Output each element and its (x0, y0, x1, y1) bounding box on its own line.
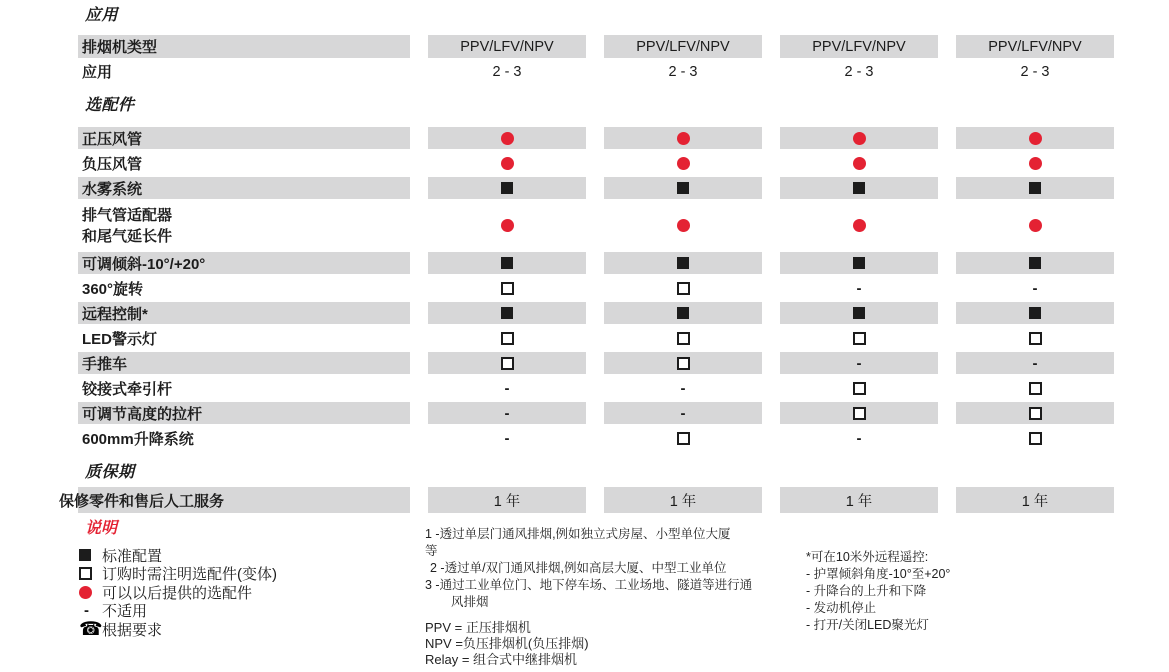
row-label (78, 60, 410, 83)
table-row (78, 402, 1169, 424)
row-label-text: 可调节高度的拉杆 (82, 405, 203, 423)
legend-item (78, 620, 277, 639)
row-label (78, 152, 410, 174)
value-cell: 1 年 (956, 487, 1114, 513)
filled-square-icon (1029, 182, 1041, 194)
legend-item-label: 订购时需注明选配件(变体) (102, 566, 277, 584)
symbol-cell (604, 327, 762, 349)
symbol-cell (780, 152, 938, 174)
row-label (78, 127, 410, 149)
symbol-cell (956, 277, 1114, 299)
table-row (78, 35, 1169, 58)
row-label-text: 远程控制* (82, 305, 148, 323)
value-cell: 2 - 3 (668, 63, 698, 80)
legend-item (78, 602, 277, 621)
symbol-cell (780, 352, 938, 374)
abbreviation-notes (425, 620, 589, 668)
dash-icon: - (856, 279, 862, 297)
legend-items (78, 546, 277, 639)
dash-icon: - (856, 429, 862, 447)
table-row (78, 327, 1169, 349)
row-label-text: 排烟机类型 (82, 39, 158, 56)
red-dot-icon (853, 219, 866, 232)
red-dot-icon (501, 219, 514, 232)
row-label (78, 252, 410, 274)
symbol-cell (956, 352, 1114, 374)
symbol-cell (604, 177, 762, 199)
row-label (78, 402, 410, 424)
open-square-icon (677, 282, 690, 295)
row-label-text: LED警示灯 (82, 330, 158, 348)
filled-square-icon (677, 307, 689, 319)
red-dot-icon (501, 157, 514, 170)
row-label (78, 377, 410, 399)
symbol-cell (428, 277, 586, 299)
filled-square-icon (501, 257, 513, 269)
symbol-cell (780, 202, 938, 249)
legend-title: 说明 (85, 520, 118, 537)
row-label (78, 202, 410, 249)
table-row (78, 60, 1169, 83)
symbol-cell (780, 302, 938, 324)
value-cell: PPV/LFV/NPV (428, 35, 586, 58)
filled-square-icon (1029, 257, 1041, 269)
row-label (59, 487, 410, 513)
legend-symbol-wrap (78, 586, 102, 599)
dash-icon: - (680, 404, 686, 422)
symbol-cell (956, 202, 1114, 249)
symbol-cell (604, 252, 762, 274)
table-row (78, 202, 1169, 249)
symbol-cell (780, 327, 938, 349)
symbol-cell (956, 252, 1114, 274)
warranty-table (59, 487, 1169, 513)
section-title-warranty: 质保期 (85, 464, 135, 481)
filled-square-icon (1029, 307, 1041, 319)
filled-square-icon (79, 549, 91, 561)
red-dot-icon (677, 157, 690, 170)
value-cell: PPV/LFV/NPV (780, 35, 938, 58)
filled-square-icon (501, 307, 513, 319)
application-notes (425, 526, 825, 611)
symbol-cell (956, 377, 1114, 399)
symbol-cell (604, 352, 762, 374)
row-label-line: 和尾气延长件 (82, 227, 173, 245)
note-line: - 打开/关闭LED聚光灯 (806, 618, 929, 632)
red-dot-icon (1029, 132, 1042, 145)
note-line: 风排烟 (451, 595, 489, 609)
symbol-cell (604, 377, 762, 399)
row-label-text: 正压风管 (82, 130, 143, 148)
options-table (78, 127, 1169, 449)
legend-item-label: 不适用 (102, 603, 148, 621)
value-cell: 2 - 3 (1020, 63, 1050, 80)
symbol-cell (956, 127, 1114, 149)
table-row (78, 152, 1169, 174)
section-title-application: 应用 (85, 7, 119, 24)
open-square-icon (853, 382, 866, 395)
table-row (78, 352, 1169, 374)
legend-symbol-wrap (78, 603, 102, 618)
note-line: NPV =负压排烟机(负压排烟) (425, 636, 589, 651)
value-cell: PPV/LFV/NPV (604, 35, 762, 58)
symbol-cell (780, 427, 938, 449)
dash-icon: - (680, 379, 686, 397)
row-label-text: 负压风管 (82, 155, 143, 173)
open-square-icon (1029, 432, 1042, 445)
row-label (78, 277, 410, 299)
symbol-cell (428, 177, 586, 199)
dash-icon: - (504, 404, 510, 422)
legend-item (78, 583, 277, 602)
row-label-text (82, 205, 172, 247)
red-dot-icon (853, 157, 866, 170)
symbol-cell (956, 427, 1114, 449)
open-square-icon (501, 282, 514, 295)
note-line: - 升降台的上升和下降 (806, 584, 927, 598)
footnotes-area (78, 516, 1169, 671)
legend (78, 519, 277, 639)
legend-item-label: 可以以后提供的选配件 (102, 584, 253, 602)
red-dot-icon (1029, 219, 1042, 232)
table-row (78, 252, 1169, 274)
symbol-cell (780, 277, 938, 299)
note-line: - 发动机停止 (806, 601, 877, 615)
legend-symbol-wrap (78, 567, 102, 580)
symbol-cell (956, 402, 1114, 424)
row-label (78, 327, 410, 349)
value-cell: PPV/LFV/NPV (956, 35, 1114, 58)
row-label-text: 600mm升降系统 (82, 430, 194, 448)
symbol-cell (428, 202, 586, 249)
red-dot-icon (677, 132, 690, 145)
open-square-icon (501, 332, 514, 345)
red-dot-icon (677, 219, 690, 232)
dash-icon: - (856, 354, 862, 372)
symbol-cell (780, 402, 938, 424)
note-line: 2 -透过单/双门通风排烟,例如高层大厦、中型工业单位 (430, 561, 727, 575)
symbol-cell (956, 177, 1114, 199)
symbol-cell (428, 302, 586, 324)
open-square-icon (1029, 382, 1042, 395)
open-square-icon (1029, 407, 1042, 420)
symbol-cell (428, 352, 586, 374)
remote-control-notes (806, 549, 950, 634)
red-dot-icon (1029, 157, 1042, 170)
row-label (78, 352, 410, 374)
symbol-cell (780, 377, 938, 399)
note-line: 3 -通过工业单位门、地下停车场、工业场地、隧道等进行通 (425, 578, 753, 592)
symbol-cell (604, 127, 762, 149)
row-label-text: 保修零件和售后人工服务 (59, 492, 225, 510)
note-line: 1 -透过单层门通风排烟,例如独立式房屋、小型单位大厦 (425, 527, 731, 541)
symbol-cell (604, 302, 762, 324)
note-line: *可在10米外远程遥控: (806, 550, 929, 564)
filled-square-icon (853, 307, 865, 319)
symbol-cell (604, 402, 762, 424)
symbol-cell (428, 252, 586, 274)
row-label-text: 水雾系统 (82, 180, 143, 198)
open-square-icon (1029, 332, 1042, 345)
open-square-icon (853, 332, 866, 345)
dash-icon: - (504, 429, 510, 447)
table-row (78, 377, 1169, 399)
symbol-cell (604, 427, 762, 449)
table-row (78, 427, 1169, 449)
open-square-icon (501, 357, 514, 370)
symbol-cell (428, 152, 586, 174)
table-row (78, 302, 1169, 324)
legend-item (78, 546, 277, 565)
row-label-line: 排气管适配器 (82, 206, 173, 224)
legend-item-label: 标准配置 (102, 547, 163, 565)
symbol-cell (428, 427, 586, 449)
row-label-text: 可调倾斜-10°/+20° (82, 255, 206, 273)
red-dot-icon (79, 586, 92, 599)
table-row (78, 177, 1169, 199)
value-cell: 1 年 (428, 487, 586, 513)
filled-square-icon (853, 182, 865, 194)
symbol-cell (428, 127, 586, 149)
value-cell: 1 年 (780, 487, 938, 513)
value-cell: 2 - 3 (492, 63, 522, 80)
open-square-icon (853, 407, 866, 420)
symbol-cell (428, 327, 586, 349)
section-title-options: 选配件 (85, 97, 135, 114)
note-line: Relay = 组合式中继排烟机 (425, 652, 578, 667)
symbol-cell (956, 327, 1114, 349)
red-dot-icon (853, 132, 866, 145)
value-cell: 2 - 3 (844, 63, 874, 80)
open-square-icon (677, 332, 690, 345)
row-label-text: 铰接式牵引杆 (82, 380, 173, 398)
symbol-cell (956, 302, 1114, 324)
legend-item (78, 565, 277, 584)
symbol-cell (604, 202, 762, 249)
symbol-cell (780, 252, 938, 274)
row-label (78, 177, 410, 199)
symbol-cell (780, 177, 938, 199)
open-square-icon (677, 432, 690, 445)
filled-square-icon (853, 257, 865, 269)
filled-square-icon (501, 182, 513, 194)
value-cell: 1 年 (604, 487, 762, 513)
dash-icon: - (84, 602, 89, 620)
dash-icon: - (504, 379, 510, 397)
red-dot-icon (501, 132, 514, 145)
symbol-cell (428, 402, 586, 424)
symbol-cell (604, 152, 762, 174)
dash-icon: - (1032, 279, 1038, 297)
row-label-text: 手推车 (82, 355, 128, 373)
row-label (78, 35, 410, 58)
legend-item-label: 根据要求 (102, 621, 163, 639)
note-line: PPV = 正压排烟机 (425, 620, 531, 635)
symbol-cell (604, 277, 762, 299)
application-table (78, 35, 1169, 83)
telephone-icon: ☎ (79, 618, 103, 640)
row-label (78, 302, 410, 324)
note-line: 等 (425, 544, 438, 558)
row-label (78, 427, 410, 449)
filled-square-icon (677, 182, 689, 194)
symbol-cell (956, 152, 1114, 174)
open-square-icon (79, 567, 92, 580)
table-row (78, 127, 1169, 149)
table-row (78, 277, 1169, 299)
legend-symbol-wrap (78, 549, 102, 561)
row-label-text: 应用 (82, 64, 113, 81)
legend-symbol-wrap (78, 620, 102, 639)
note-line: - 护罩倾斜角度-10°至+20° (806, 567, 951, 581)
filled-square-icon (677, 257, 689, 269)
symbol-cell (780, 127, 938, 149)
symbol-cell (428, 377, 586, 399)
table-row (59, 487, 1169, 513)
row-label-text: 360°旋转 (82, 280, 144, 298)
dash-icon: - (1032, 354, 1038, 372)
open-square-icon (677, 357, 690, 370)
